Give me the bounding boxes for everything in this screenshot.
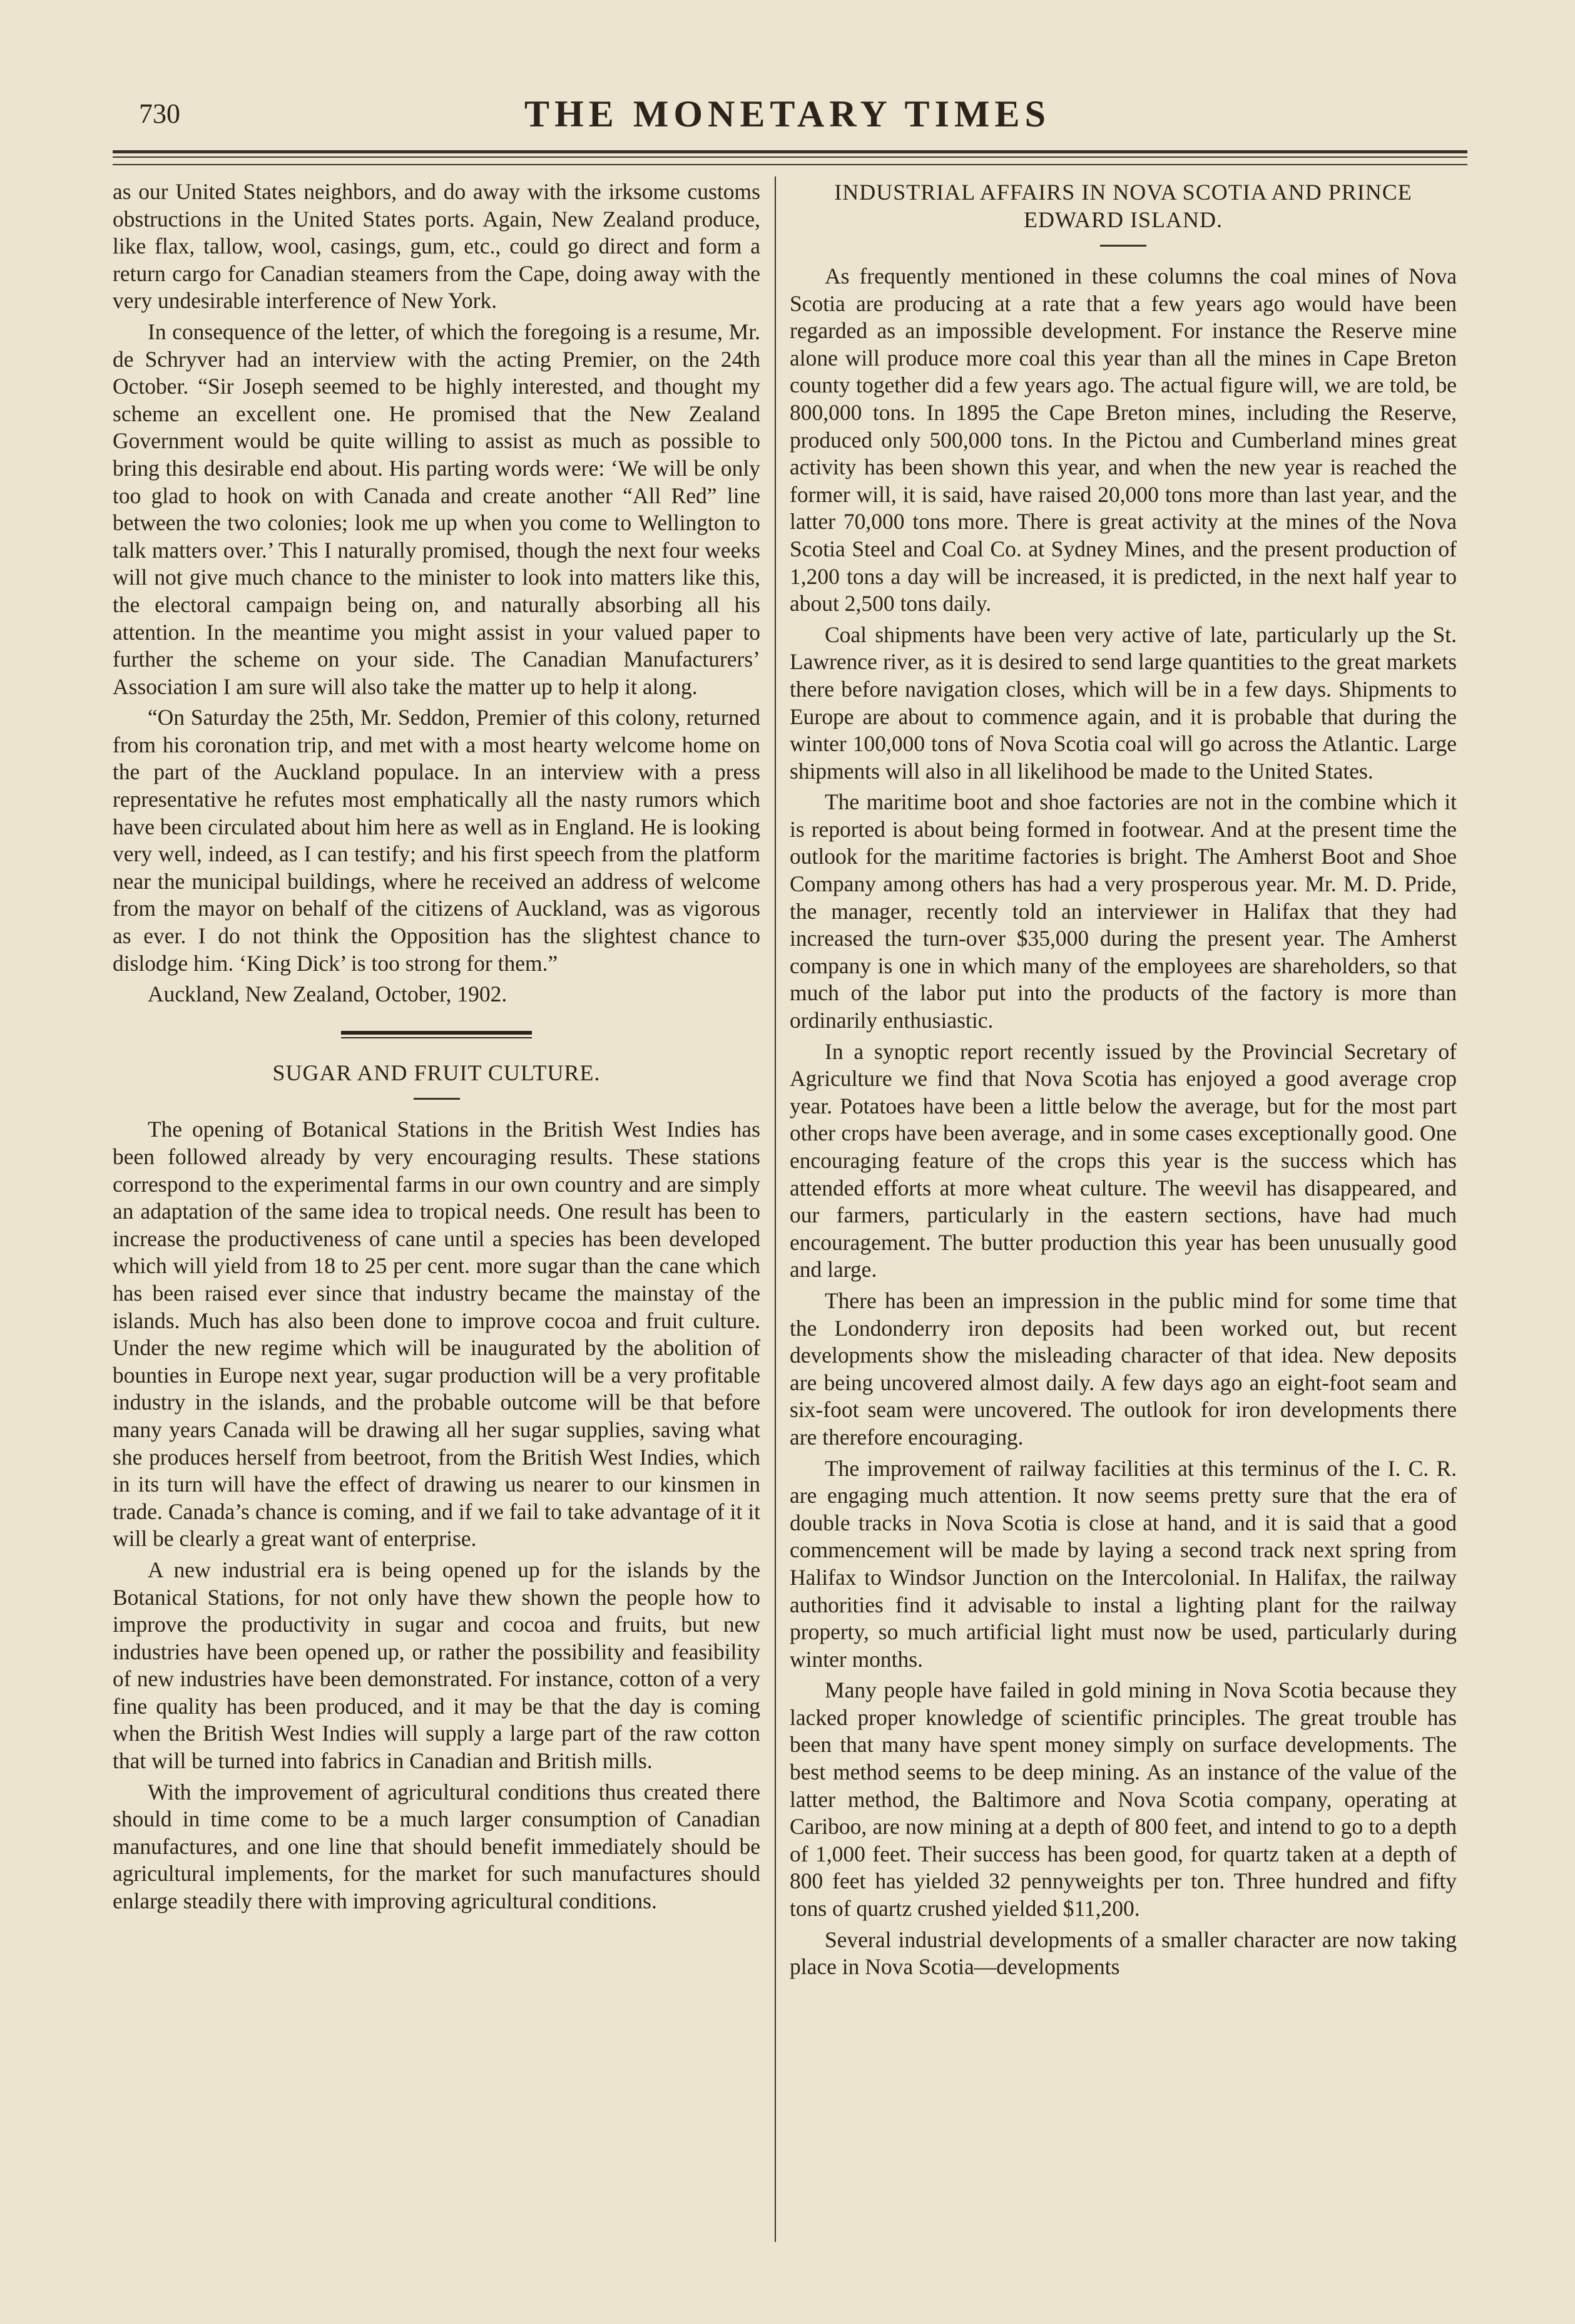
paragraph: The improvement of railway facilities at this terminus of the I. C. R. are engaging much attention. It now seems pretty sure that the era of double tracks in Nova Scotia is close at hand, and it is said that a good commencement will be made by laying a second track next spring from Halifax to Windsor Junction on the Intercolonial. In Halifax, the railway authorities find it advisable to instal a lighting plant for the railway property, so much artificial light must now be used, particularly during winter months. xyxy=(790,1455,1457,1672)
paragraph: In a synoptic report recently issued by the Provincial Secretary of Agriculture we find that Nova Scotia has enjoyed a good average crop year. Potatoes have been a little below the average, but for the most part other crops have been average, and in some cases exceptionally good. One encouraging feature of the crops this year is the success which has attended efforts at more wheat culture. The weevil has disappeared, and our farmers, particularly in the eastern sections, have had much encouragement. The butter production this year has been unusually good and large. xyxy=(790,1038,1457,1282)
paragraph: With the improvement of agricultural conditions thus created there should in time come to be a much larger consumption of Canadian manufactures, and one line that should benefit immediately should be agricultural implements, for the market for such manufactures should enlarge steadily there with improving agricultural conditions. xyxy=(113,1779,760,1914)
masthead: THE MONETARY TIMES xyxy=(524,93,1051,135)
paragraph: The maritime boot and shoe factories are not in the combine which it is reported is about being formed in footwear. And at the present time the outlook for the maritime factories is bright. The Amherst Boot and Shoe Company among others has had a very prosperous year. Mr. M. D. Pride, the manager, recently told an interviewer in Halifax that they had increased the turn-over $35,000 during the present year. The Amherst company is one in which many of the employees are shareholders, so that much of the labor put into the products of the factory is more than ordinarily enthusiastic. xyxy=(790,789,1457,1033)
paragraph: Several industrial developments of a smaller character are now taking place in Nova Scotia—developments xyxy=(790,1927,1457,1980)
paragraph: The opening of Botanical Stations in the British West Indies has been followed already by very encouraging results. These stations correspond to the experimental farms in our own country and are simply an adaptation of the same idea to tropical needs. One result has been to increase the productiveness of cane until a species has been developed which will yield from 18 to 25 per cent. more sugar than the cane which has been raised ever since that industry became the mainstay of the islands. Much has also been done to improve cocoa and fruit culture. Under the new regime which will be inaugurated by the abolition of bounties in Europe next year, sugar production will be a very profitable industry in the islands, and the probable outcome will be that before many years Canada will be drawing all her sugar supplies, saving what she produces herself from beetroot, from the British West Indies, which in its turn will have the effect of drawing us nearer to our kinsmen in trade. Canada’s chance is coming, and if we fail to take advantage of it it will be clearly a great want of enterprise. xyxy=(113,1117,760,1552)
section-separator xyxy=(341,1031,532,1038)
article-title: INDUSTRIAL AFFAIRS IN NOVA SCOTIA AND PRINCE EDWARD ISLAND. xyxy=(834,180,1412,232)
right-column xyxy=(790,178,1457,1985)
paragraph: There has been an impression in the public mind for some time that the Londonderry iron deposits had been worked out, but recent developments show the misleading character of that idea. New deposits are being uncovered almost daily. A few days ago an eight-foot seam and six-foot seam were uncovered. The outlook for iron developments there are therefore encouraging. xyxy=(790,1287,1457,1450)
title-rule xyxy=(1100,245,1146,247)
paragraph: A new industrial era is being opened up for the islands by the Botanical Stations, for not only have thew shown the people how to improve the productivity in sugar and cocoa and fruits, but new industries have been opened up, or rather the possibility and feasibility of new industries have been demonstrated. For instance, cotton of a very fine quality has been produced, and it may be that the day is coming when the British West Indies will supply a large part of the raw cotton that will be turned into fabrics in Canadian and British mills. xyxy=(113,1557,760,1774)
paragraph: In consequence of the letter, of which the foregoing is a resume, Mr. de Schryver had an interview with the acting Premier, on the 24th October. “Sir Joseph seemed to be highly interested, and thought my scheme an excellent one. He promised that the New Zealand Government would be quite willing to assist as much as possible to bring this desirable end about. His parting words were: ‘We will be only too glad to hook on with Canada and create another “All Red” line between the two colonies; look me up when you come to Wellington to talk matters over.’ This I naturally promised, though the next four weeks will not give much chance to the minister to look into matters like this, the electoral campaign being on, and naturally absorbing all his attention. In the meantime you might assist in your valued paper to further the scheme on your side. The Canadian Manufacturers’ Association I am sure will also take the matter up to help it along. xyxy=(113,319,760,699)
section-title: SUGAR AND FRUIT CULTURE. xyxy=(272,1060,601,1085)
paragraph: Many people have failed in gold mining in Nova Scotia because they lacked proper knowledge of scientific principles. The great trouble has been that many have spent money simply on surface developments. The best method seems to be deep mining. As an instance of the value of the latter method, the Baltimore and Nova Scotia company, operating at Cariboo, are now mining at a depth of 800 feet, and intend to go to a depth of 1,000 feet. Their success has been good, for quartz taken at a depth of 800 feet has yielded 32 pennyweights per ton. Three hundred and fifty tons of quartz crushed yielded $11,200. xyxy=(790,1677,1457,1922)
paragraph: “On Saturday the 25th, Mr. Seddon, Premier of this colony, returned from his coronation trip, and met with a most hearty welcome home on the part of the Auckland populace. In an interview with a press representative he refutes most emphatically all the nasty rumors which have been circulated about him here as well as in England. He is looking very well, indeed, as I can testify; and his first speech from the platform near the municipal buildings, where he received an address of welcome from the mayor on behalf of the citizens of Auckland, was as vigorous as ever. I do not think the Opposition has the slightest chance to dislodge him. ‘King Dick’ is too strong for them.” xyxy=(113,705,760,976)
dateline: Auckland, New Zealand, October, 1902. xyxy=(148,981,507,1007)
left-column xyxy=(113,178,760,1919)
paragraph: as our United States neighbors, and do away with the irksome customs obstructions in the United States ports. Again, New Zealand produce, like flax, tallow, wool, casings, gum, etc., could go direct and form a return cargo for Canadian steamers from the Cape, doing away with the very undesirable interference of New York. xyxy=(113,179,760,314)
paragraph: As frequently mentioned in these columns the coal mines of Nova Scotia are producing at a rate that a few years ago would have been regarded as an impossible development. For instance the Reserve mine alone will produce more coal this year than all the mines in Cape Breton county together did a few years ago. The actual figure will, we are told, be 800,000 tons. In 1895 the Cape Breton mines, including the Reserve, produced only 500,000 tons. In the Pictou and Cumberland mines great activity has been shown this year, and when the new year is reached the former will, it is said, have raised 20,000 tons more than last year, and the latter 70,000 tons more. There is great activity at the mines of the Nova Scotia Steel and Coal Co. at Sydney Mines, and the present production of 1,200 tons a day will be increased, it is predicted, in the next half year to about 2,500 tons daily. xyxy=(790,264,1457,617)
paragraph: Coal shipments have been very active of late, particularly up the St. Lawrence river, as it is desired to send large quantities to the great markets there before navigation closes, which will be in a few days. Shipments to Europe are about to commence again, and it is probable that during the winter 100,000 tons of Nova Scotia coal will go across the Atlantic. Large shipments will also in all likelihood be made to the United States. xyxy=(790,622,1457,784)
column-divider xyxy=(775,177,776,2242)
page-header xyxy=(0,93,1575,143)
header-rule-bottom xyxy=(113,164,1467,165)
title-rule xyxy=(414,1098,460,1100)
header-rule-thick xyxy=(113,150,1467,153)
page-number: 730 xyxy=(139,98,180,129)
header-rule-thin xyxy=(113,156,1467,158)
